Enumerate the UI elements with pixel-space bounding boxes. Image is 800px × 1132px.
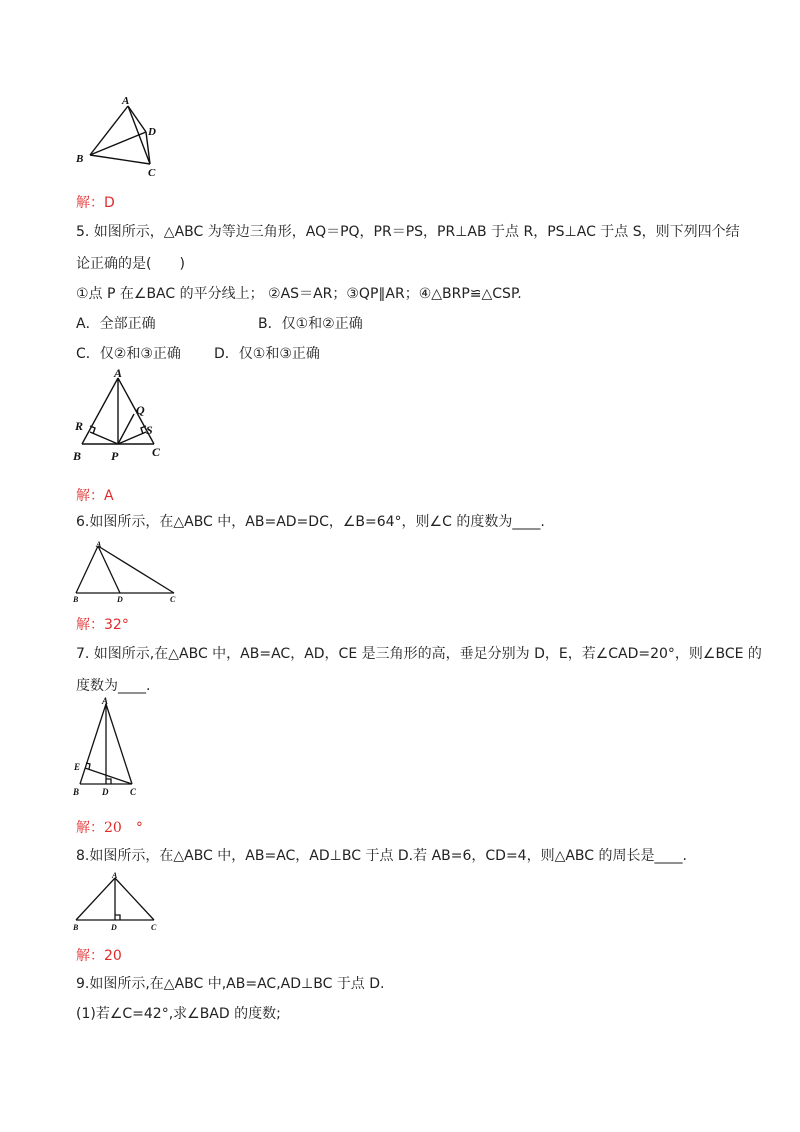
label-B: B bbox=[73, 449, 82, 463]
figure-q8 bbox=[70, 870, 160, 936]
q5-line3: ①点 P 在∠BAC 的平分线上； ②AS＝AR；③QP∥AR；④△BRP≌△CSP. bbox=[76, 286, 522, 302]
q5-option-c: C．仅②和③正确 bbox=[76, 346, 181, 362]
label-B: B bbox=[73, 787, 80, 797]
figure-q4 bbox=[70, 92, 180, 182]
q5-option-d: D．仅①和③正确 bbox=[214, 346, 320, 362]
q9-line2: (1)若∠C=42°,求∠BAD 的度数; bbox=[76, 1006, 281, 1022]
label-R: R bbox=[75, 419, 84, 433]
q6-line1: 6.如图所示，在△ABC 中，AB=AD=DC，∠B=64°，则∠C 的度数为____. bbox=[76, 514, 545, 530]
label-Q: Q bbox=[136, 403, 145, 417]
label-C: C bbox=[148, 167, 156, 179]
answer-q4: 解：D bbox=[76, 195, 115, 211]
label-A: A bbox=[122, 95, 130, 107]
answer-q8: 解：20 bbox=[76, 948, 122, 964]
label-A: A bbox=[102, 696, 109, 706]
label-A: A bbox=[96, 540, 102, 549]
label-D: D bbox=[111, 923, 117, 932]
figure-q5 bbox=[66, 364, 176, 464]
label-C: C bbox=[130, 787, 137, 797]
label-B: B bbox=[73, 923, 79, 932]
q7-line1: 7. 如图所示,在△ABC 中，AB=AC，AD，CE 是三角形的高，垂足分别为 D，E，若∠CAD=20°，则∠BCE 的 bbox=[76, 646, 762, 662]
q5-line2: 论正确的是( ) bbox=[76, 256, 185, 272]
q5-line1: 5. 如图所示，△ABC 为等边三角形，AQ＝PQ，PR＝PS，PR⊥AB 于点 R，PS⊥AC 于点 S，则下列四个结 bbox=[76, 224, 740, 240]
answer-q7: 解：20 ° bbox=[76, 820, 143, 836]
label-C: C bbox=[151, 923, 157, 932]
q5-option-b: B．仅①和②正确 bbox=[258, 316, 363, 332]
label-B: B bbox=[76, 153, 84, 165]
label-A: A bbox=[112, 871, 118, 880]
label-D: D bbox=[102, 787, 109, 797]
figure-q7 bbox=[68, 696, 148, 800]
label-B: B bbox=[73, 595, 79, 604]
label-C: C bbox=[170, 595, 176, 604]
q7-line2: 度数为____. bbox=[76, 678, 151, 694]
label-E: E bbox=[74, 762, 81, 772]
label-C: C bbox=[152, 445, 161, 459]
label-S: S bbox=[146, 423, 153, 437]
label-P: P bbox=[111, 449, 119, 463]
q5-option-a: A．全部正确 bbox=[76, 316, 156, 332]
figure-q6 bbox=[70, 538, 185, 604]
answer-q5: 解：A bbox=[76, 488, 114, 504]
label-D: D bbox=[117, 595, 123, 604]
q9-line1: 9.如图所示,在△ABC 中,AB=AC,AD⊥BC 于点 D. bbox=[76, 976, 385, 992]
label-A: A bbox=[114, 366, 123, 380]
answer-q6: 解：32° bbox=[76, 617, 129, 633]
q8-line1: 8.如图所示，在△ABC 中，AB=AC，AD⊥BC 于点 D.若 AB=6，CD=4，则△ABC 的周长是____. bbox=[76, 848, 687, 864]
label-D: D bbox=[148, 126, 156, 138]
